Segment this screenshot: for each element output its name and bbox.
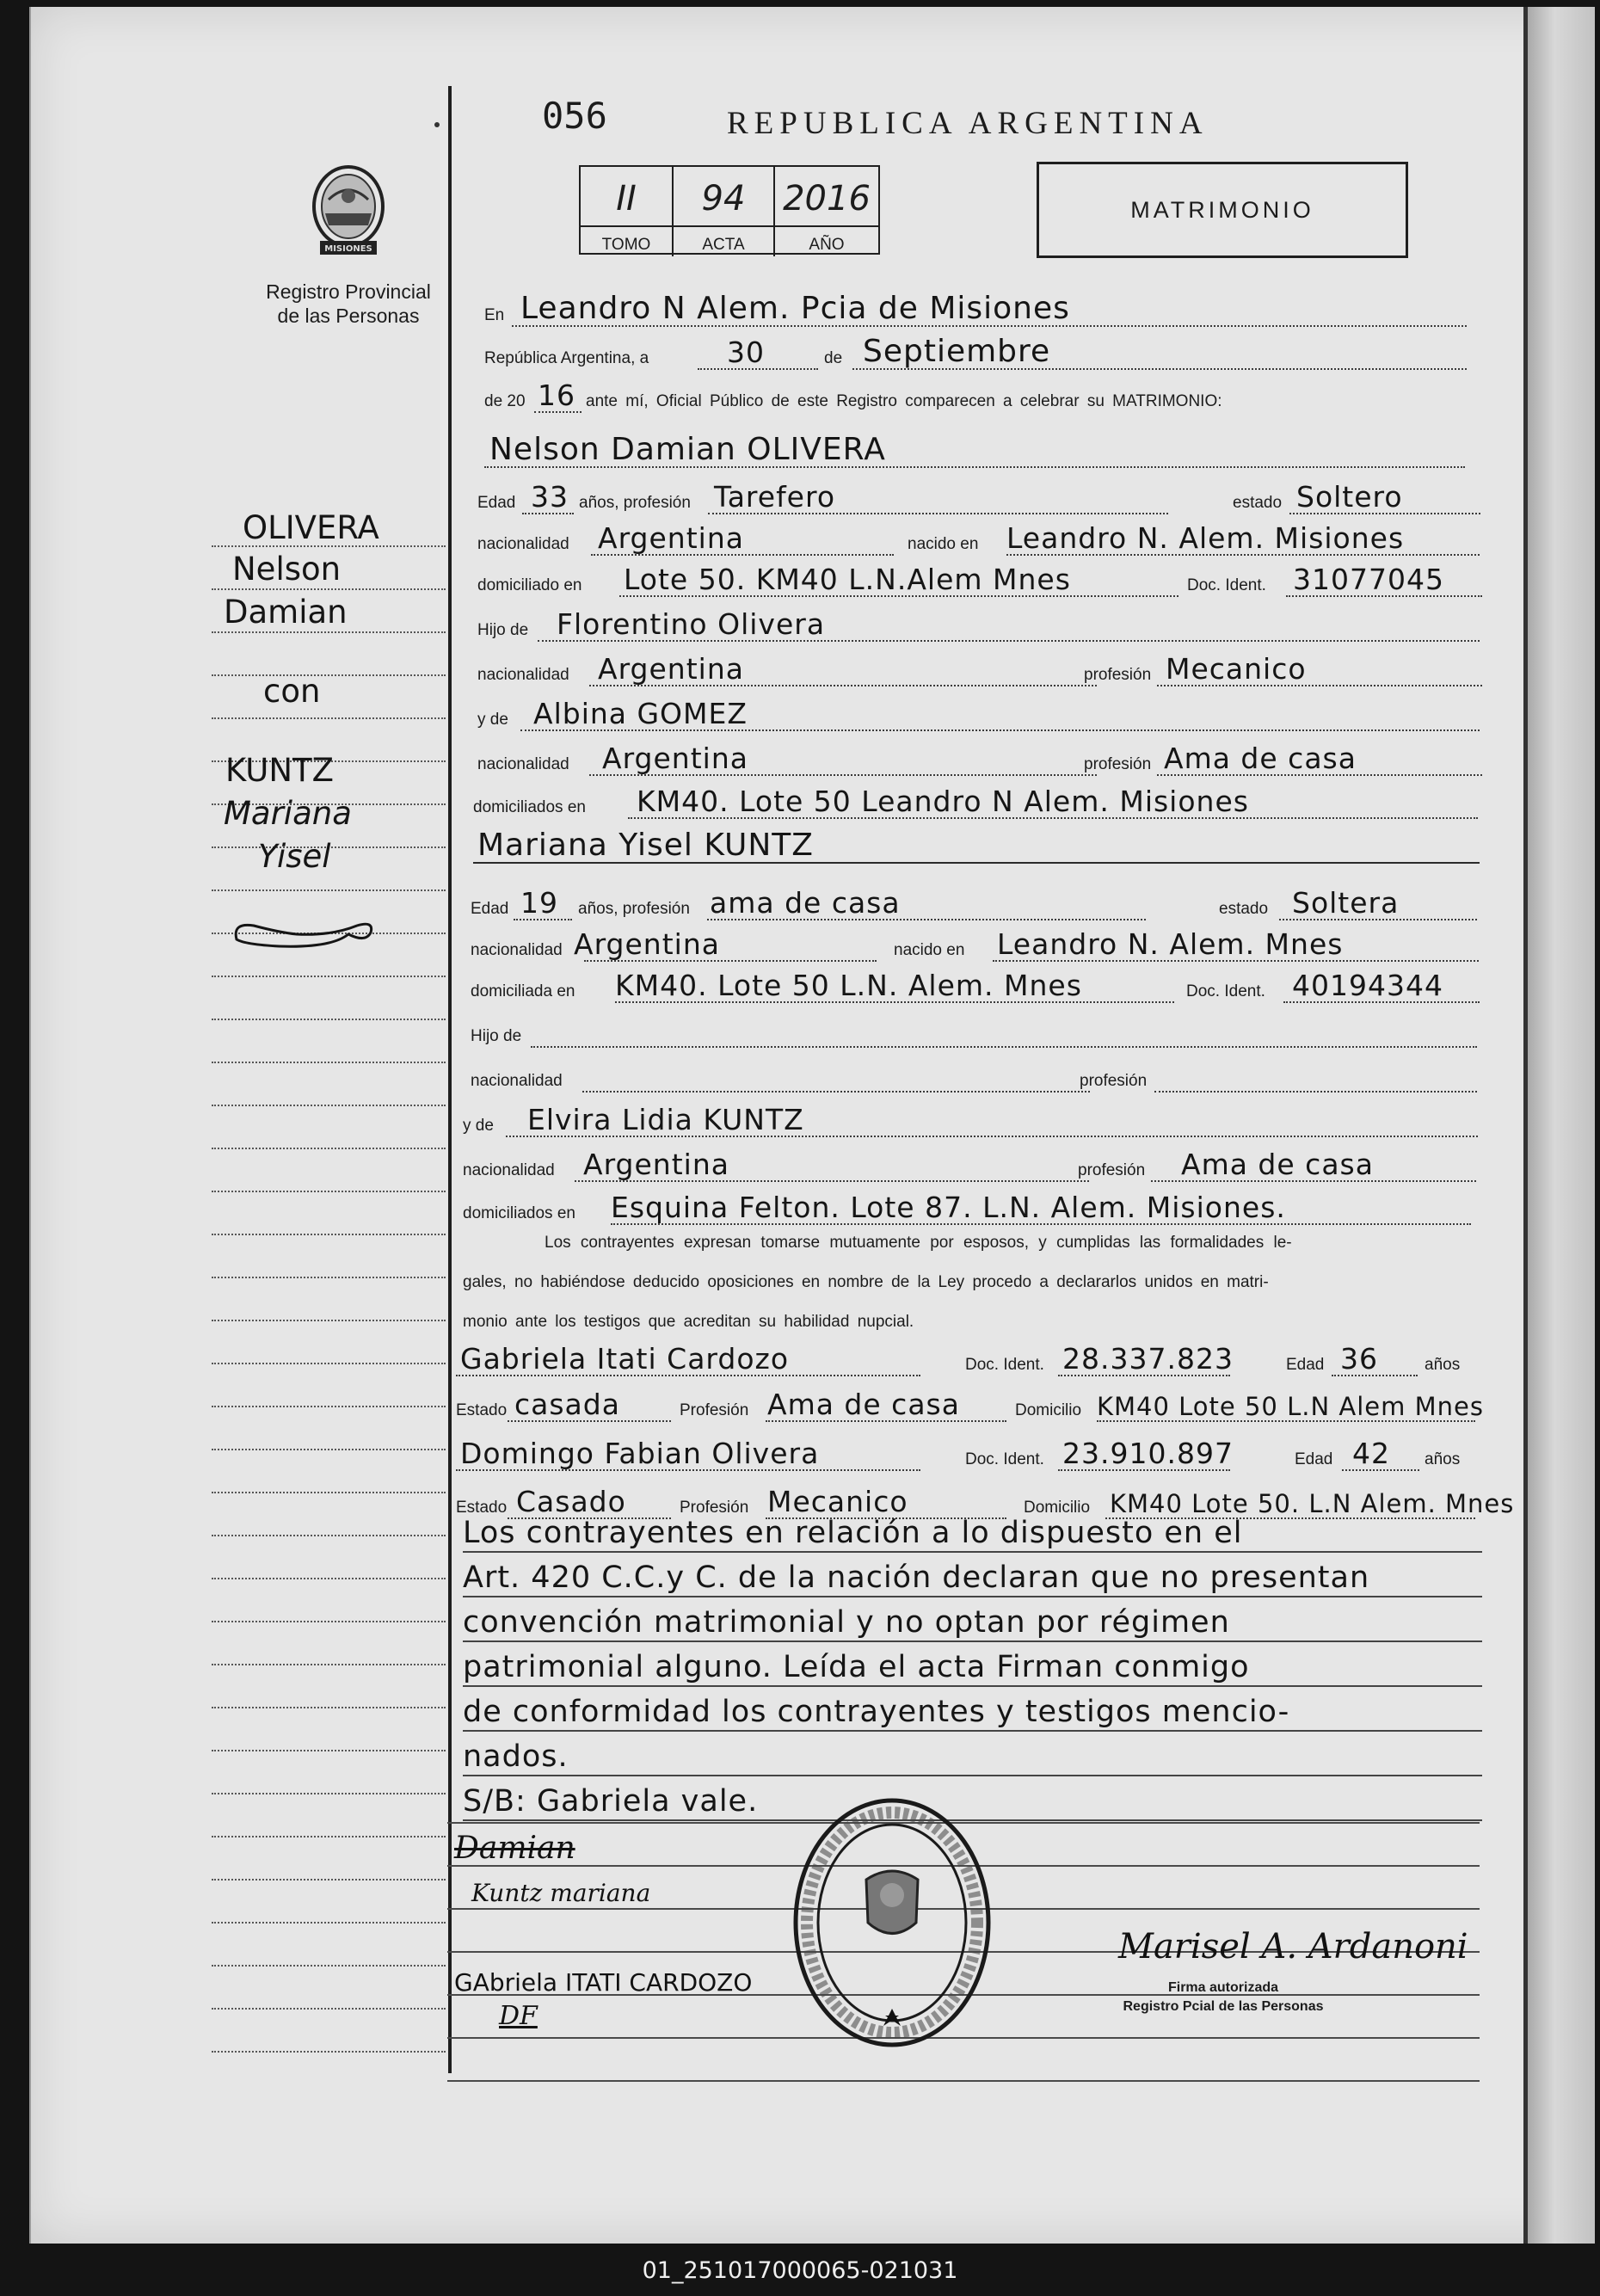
margin-rule: [212, 1836, 446, 1837]
groom-father-row: [477, 607, 1484, 642]
bride-mother-row: [463, 1103, 1478, 1137]
anio-value: 2016: [775, 170, 878, 227]
margin-rule: [212, 1406, 446, 1407]
notes-line: Art. 420 C.C.y C. de la nación declaran que no presentan: [463, 1554, 1482, 1597]
witness2-doc: 23.910.897: [1062, 1437, 1234, 1470]
bride-name: Mariana Yisel KUNTZ: [477, 828, 814, 863]
bride-name-row: [473, 821, 1484, 864]
bride-mother-nationality: Argentina: [583, 1148, 729, 1181]
reference-box: [579, 165, 880, 255]
margin-groom-first: Nelson: [232, 551, 342, 588]
margin-rule: [212, 2008, 446, 2010]
witness2-age: 42: [1352, 1437, 1390, 1470]
witness1-doc-label: Doc. Ident.: [965, 1356, 1044, 1374]
witness2-doc-label: Doc. Ident.: [965, 1450, 1044, 1468]
signature-rule: [447, 2080, 1480, 2082]
anio-label: AÑO: [809, 236, 845, 254]
witness1-doc: 28.337.823: [1062, 1342, 1234, 1376]
tomo-value: II: [581, 170, 672, 227]
groom-father-nationality: Argentina: [598, 652, 744, 686]
authorization-stamp: [1094, 1979, 1352, 2016]
place-row: [484, 292, 1474, 327]
margin-rule: [212, 1019, 446, 1020]
margin-rule: [212, 1578, 446, 1579]
witness2-address: KM40 Lote 50. L.N Alem. Mnes: [1110, 1489, 1515, 1518]
bride-status: Soltera: [1292, 886, 1400, 920]
groom-mother: Albina GOMEZ: [533, 697, 748, 730]
witness1-address: KM40 Lote 50 L.N Alem Mnes: [1097, 1392, 1484, 1421]
groom-profession: Tarefero: [714, 480, 836, 514]
margin-closing-flourish: [228, 914, 378, 955]
witness1-age: 36: [1340, 1342, 1378, 1376]
margin-rule: [212, 1191, 446, 1192]
bride-yde-label: y de: [463, 1117, 494, 1135]
bride-signature: Kuntz mariana: [471, 1879, 651, 1907]
margin-rule: [212, 1664, 446, 1665]
margin-rule: [212, 2051, 446, 2053]
groom-mother-prof-label: profesión: [1084, 755, 1152, 773]
witness2-name-row: [456, 1428, 1471, 1471]
groom-father-nat-label: nacionalidad: [477, 666, 569, 684]
witness2-edad-label: Edad: [1295, 1450, 1333, 1468]
groom-hijo-label: Hijo de: [477, 621, 529, 639]
margin-rule: [212, 1492, 446, 1493]
margin-rule: [212, 1922, 446, 1924]
book-gutter: [1528, 7, 1595, 2244]
groom-doc-label: Doc. Ident.: [1187, 576, 1266, 594]
bride-nacionalidad-label: nacionalidad: [471, 941, 563, 959]
margin-rule: [212, 889, 446, 891]
groom-domiciliado-label: domiciliado en: [477, 576, 582, 594]
tomo-label: TOMO: [601, 236, 651, 254]
declaration-paragraph: [463, 1223, 1465, 1342]
margin-rule: [212, 1535, 446, 1536]
margin-rule: [212, 588, 446, 590]
bride-mother-prof-label: profesión: [1078, 1161, 1146, 1179]
bride-mother-profession: Ama de casa: [1181, 1148, 1374, 1181]
margin-groom-surname: OLIVERA: [243, 509, 379, 546]
groom-mother-details-row: [477, 742, 1484, 776]
tomo-cell: [581, 167, 674, 256]
witness2-profession: Mecanico: [767, 1485, 908, 1518]
margin-rule: [212, 976, 446, 977]
registry-name-line1: Registro Provincial: [266, 280, 431, 303]
witness2-status: Casado: [516, 1485, 626, 1518]
groom-edad-label: Edad: [477, 494, 516, 512]
witness1-estado-label: Estado: [456, 1401, 508, 1419]
margin-groom-second: Damian: [224, 594, 348, 631]
margin-connector: con: [263, 673, 321, 710]
groom-nationality-row: [477, 521, 1484, 556]
bride-nacido-label: nacido en: [894, 941, 965, 959]
notes-line: S/B: Gabriela vale.: [463, 1778, 1482, 1821]
groom-anos-label: años, profesión: [579, 494, 691, 512]
bride-father-prof-label: profesión: [1080, 1072, 1148, 1090]
witness1-name: Gabriela Itati Cardozo: [460, 1342, 790, 1376]
groom-father-profession: Mecanico: [1166, 652, 1307, 686]
notes-line: de conformidad los contrayentes y testigos mencio-: [463, 1689, 1482, 1732]
groom-name: Nelson Damian OLIVERA: [489, 432, 886, 467]
margin-rule: [212, 1879, 446, 1881]
groom-nacionalidad-label: nacionalidad: [477, 535, 569, 553]
witness2-dom-label: Domicilio: [1024, 1499, 1091, 1517]
en-label: En: [484, 306, 505, 324]
margin-bride-surname: KUNTZ: [225, 752, 334, 789]
margin-rule: [212, 1062, 446, 1063]
groom-signature: Damian: [454, 1831, 575, 1866]
country-title: REPUBLICA ARGENTINA: [727, 106, 1209, 141]
margin-rule: [212, 1750, 446, 1751]
bride-nationality-row: [471, 927, 1481, 962]
margin-divider-line: [448, 86, 452, 2073]
witness2-anos-label: años: [1425, 1450, 1461, 1468]
bride-estado-label: estado: [1219, 900, 1269, 918]
margin-bride-second: Yisel: [258, 838, 331, 875]
bride-mother-details-row: [463, 1148, 1478, 1182]
margin-rule: [212, 717, 446, 719]
year-value: 16: [538, 379, 575, 412]
groom-parents-addr-label: domiciliados en: [473, 798, 586, 816]
bride-age-row: [471, 886, 1481, 920]
witness1-anos-label: años: [1425, 1356, 1461, 1374]
bride-father-details-row: [471, 1058, 1481, 1093]
margin-rule: [212, 1277, 446, 1278]
bride-mother: Elvira Lidia KUNTZ: [527, 1103, 804, 1136]
witness2-prof-label: Profesión: [680, 1499, 749, 1517]
margin-rule: [212, 1707, 446, 1708]
groom-age: 33: [531, 480, 569, 514]
witness1-dom-label: Domicilio: [1015, 1401, 1082, 1419]
groom-status: Soltero: [1296, 480, 1403, 514]
margin-rule: [212, 1148, 446, 1149]
witness1-details-row: [456, 1381, 1484, 1422]
pin-hole: [434, 122, 440, 127]
bride-parents-addr-label: domiciliados en: [463, 1204, 575, 1222]
stamp-line1: Firma autorizada: [1167, 1980, 1279, 1995]
bride-anos-label: años, profesión: [578, 900, 690, 918]
bride-hijo-label: Hijo de: [471, 1027, 522, 1045]
month-value: Septiembre: [863, 334, 1051, 369]
stamp-line2: Registro Pcial de las Personas: [1123, 1999, 1324, 2014]
groom-name-row: [484, 425, 1474, 468]
bride-edad-label: Edad: [471, 900, 509, 918]
statement-text: ante mí, Oficial Público de este Registro comparecen a celebrar su MATRIMONIO:: [586, 392, 1222, 410]
margin-rule: [212, 674, 446, 676]
file-identifier: 01_251017000065-021031: [642, 2257, 958, 2284]
groom-mother-nationality: Argentina: [602, 742, 748, 775]
notes-line: Los contrayentes en relación a lo dispuesto en el: [463, 1510, 1482, 1553]
notes-line: patrimonial alguno. Leída el acta Firman conmigo: [463, 1644, 1482, 1687]
place-value: Leandro N Alem. Pcia de Misiones: [520, 291, 1070, 326]
groom-address-row: [477, 563, 1484, 597]
groom-estado-label: estado: [1233, 494, 1283, 512]
bride-parents-address: Esquina Felton. Lote 87. L.N. Alem. Misiones.: [611, 1191, 1286, 1224]
de-label: de: [824, 349, 843, 367]
republica-label: República Argentina, a: [484, 349, 649, 367]
acta-label: ACTA: [702, 236, 745, 254]
groom-birthplace: Leandro N. Alem. Misiones: [1006, 521, 1405, 555]
declaration-line3: monio ante los testigos que acreditan su habilidad nupcial.: [463, 1313, 914, 1331]
margin-rule: [212, 1234, 446, 1235]
date-row: [484, 335, 1474, 370]
margin-rule: [212, 1965, 446, 1967]
groom-doc: 31077045: [1293, 563, 1444, 596]
bride-domiciliada-label: domiciliada en: [471, 982, 575, 1000]
bride-address: KM40. Lote 50 L.N. Alem. Mnes: [615, 969, 1082, 1002]
groom-father-details-row: [477, 652, 1484, 686]
bride-address-row: [471, 969, 1481, 1003]
groom-parents-address-row: [473, 785, 1480, 819]
registry-seal-stamp: [789, 1794, 995, 2052]
groom-mother-row: [477, 697, 1484, 731]
groom-mother-nat-label: nacionalidad: [477, 755, 569, 773]
groom-parents-address: KM40. Lote 50 Leandro N Alem. Misiones: [637, 785, 1249, 818]
bride-doc: 40194344: [1292, 969, 1443, 1002]
day-value: 30: [727, 335, 765, 369]
groom-father-prof-label: profesión: [1084, 666, 1152, 684]
groom-address: Lote 50. KM40 L.N.Alem Mnes: [624, 563, 1071, 596]
groom-mother-profession: Ama de casa: [1164, 742, 1357, 775]
witness1-profession: Ama de casa: [767, 1388, 960, 1421]
acta-value: 94: [674, 170, 773, 227]
bride-age: 19: [520, 886, 558, 920]
groom-nationality: Argentina: [598, 521, 744, 555]
witness2-estado-label: Estado: [456, 1499, 508, 1517]
provincial-coat-of-arms-logo: [301, 160, 396, 260]
logo-text: MISIONES: [324, 244, 372, 254]
groom-father: Florentino Olivera: [557, 607, 826, 641]
record-type-box: MATRIMONIO: [1037, 162, 1408, 258]
groom-nacido-label: nacido en: [908, 535, 979, 553]
witness1-name-row: [456, 1333, 1471, 1376]
witness1-signature: GAbriela ITATI CARDOZO: [454, 1968, 753, 1997]
folio-number: 056: [542, 95, 607, 137]
witness1-status: casada: [514, 1388, 620, 1421]
declaration-line1: Los contrayentes expresan tomarse mutuamente por esposos, y cumplidas las formalidades le-: [545, 1234, 1292, 1252]
margin-rule: [212, 1621, 446, 1622]
margin-rule: [212, 1793, 446, 1794]
margin-rule: [212, 1105, 446, 1106]
acta-cell: [674, 167, 775, 256]
declaration-line2: gales, no habiéndose deducido oposiciones en nombre de la Ley procedo a declararlos unidos en matri-: [463, 1273, 1269, 1291]
bride-birthplace: Leandro N. Alem. Mnes: [997, 927, 1344, 961]
de20-label: de 20: [484, 392, 526, 410]
bride-father-nat-underline: [582, 1091, 1090, 1093]
groom-yde-label: y de: [477, 711, 508, 729]
official-signature: Marisel A. Ardanoni: [1118, 1927, 1468, 1967]
anio-cell: [775, 167, 878, 256]
witness2-name: Domingo Fabian Olivera: [460, 1437, 820, 1470]
margin-rule: [212, 1320, 446, 1321]
bride-father-underline: [531, 1046, 1477, 1048]
margin-bride-first: Mariana: [224, 795, 352, 832]
statement-row: [484, 379, 1474, 413]
margin-rule: [212, 1363, 446, 1364]
bride-father-nat-label: nacionalidad: [471, 1072, 563, 1090]
witness1-prof-label: Profesión: [680, 1401, 749, 1419]
bride-profession: ama de casa: [710, 886, 901, 920]
notes-line: convención matrimonial y no optan por régimen: [463, 1599, 1482, 1642]
bride-father-row: [471, 1013, 1481, 1048]
witness2-signature: DF: [499, 2001, 538, 2031]
margin-rule: [212, 1449, 446, 1450]
witness1-edad-label: Edad: [1286, 1356, 1325, 1374]
registry-name-line2: de las Personas: [277, 305, 420, 327]
bride-doc-label: Doc. Ident.: [1186, 982, 1265, 1000]
margin-rule: [212, 631, 446, 633]
bride-parents-address-row: [463, 1191, 1478, 1225]
notes-line: nados.: [463, 1733, 1482, 1776]
registry-name: [249, 280, 447, 328]
bride-father-prof-underline: [1154, 1091, 1477, 1093]
bride-nationality: Argentina: [574, 927, 720, 961]
bride-mother-nat-label: nacionalidad: [463, 1161, 555, 1179]
groom-age-row: [477, 480, 1484, 514]
